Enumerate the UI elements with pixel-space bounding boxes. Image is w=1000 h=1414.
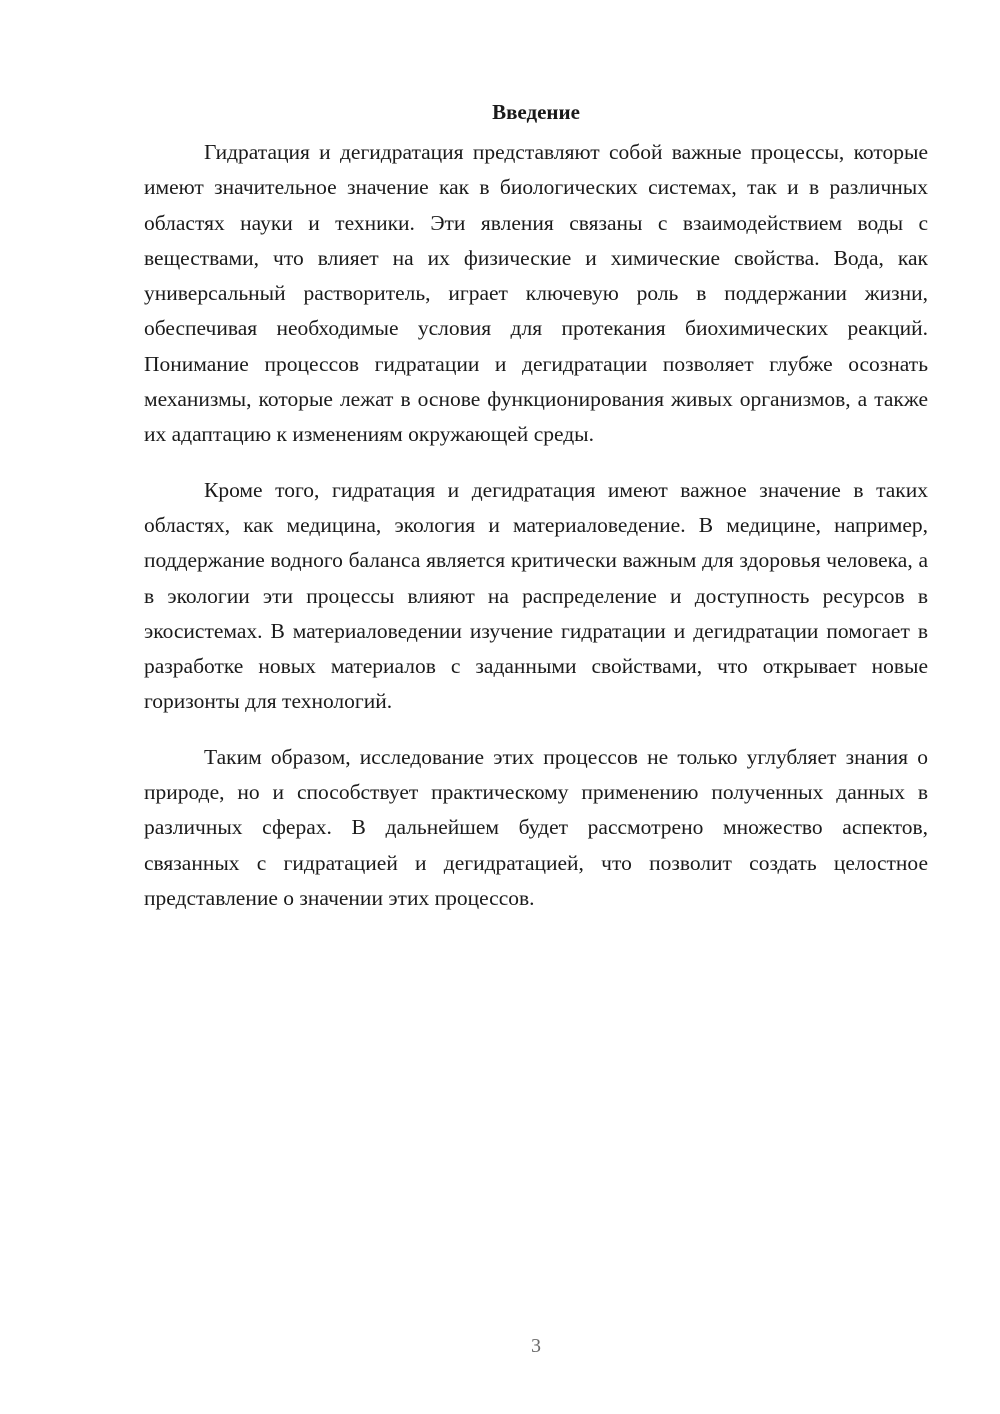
- section-title: Введение: [492, 100, 580, 124]
- page-content: [144, 98, 928, 936]
- paragraph-2: Кроме того, гидратация и дегидратация имеют важное значение в таких областях, как медицина, экология и материаловедение. В медицине, например, поддержание водного баланса является критически важным для здоровья человека, а в экологии эти процессы влияют на распределение и доступность ресурсов в экосистемах. В материаловедении изучение гидратации и дегидратации помогает в разработке новых материалов с заданными свойствами, что открывает новые горизонты для технологий.: [144, 477, 928, 714]
- paragraph-1: Гидратация и дегидратация представляют собой важные процессы, которые имеют значительное значение как в биологических системах, так и в различных областях науки и техники. Эти явления связаны с взаимодействием воды с веществами, что влияет на их физические и химические свойства. Вода, как универсальный растворитель, играет ключевую роль в поддержании жизни, обеспечивая необходимые условия для протекания биохимических реакций. Понимание процессов гидратации и дегидратации позволяет глубже осознать механизмы, которые лежат в основе функционирования живых организмов, а также их адаптацию к изменениям окружающей среды.: [144, 140, 928, 447]
- paragraph-3: Таким образом, исследование этих процессов не только углубляет знания о природе, но и способствует практическому применению полученных данных в различных сферах. В дальнейшем будет рассмотрено множество аспектов, связанных с гидратацией и дегидратацией, что позволит создать целостное представление о значении этих процессов.: [144, 744, 928, 910]
- page-number: 3: [531, 1335, 541, 1357]
